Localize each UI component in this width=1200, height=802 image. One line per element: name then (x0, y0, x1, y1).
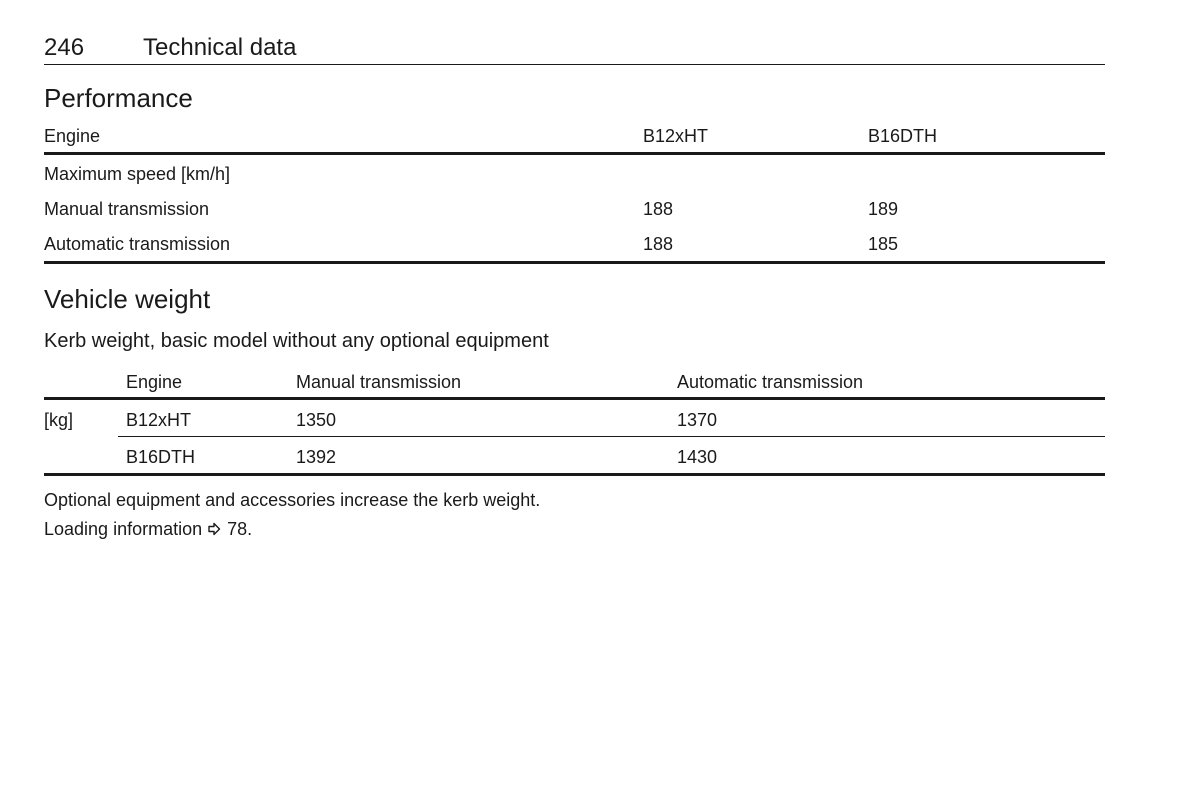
row-label: Automatic transmission (44, 234, 231, 254)
row-value-automatic: 1430 (677, 447, 718, 467)
weight-bottom-rule (44, 473, 1105, 476)
row-value-automatic: 1370 (677, 410, 718, 430)
page-number: 246 (44, 34, 85, 61)
page-header (44, 34, 1105, 65)
performance-group-label: Maximum speed [km/h] (44, 164, 231, 184)
note-loading-information (44, 518, 252, 540)
kerb-weight-subheading: Kerb weight, basic model without any optional equipment (44, 330, 549, 352)
performance-heading: Performance (44, 83, 193, 113)
weight-header-rule (44, 397, 1105, 400)
performance-col-b16dth: B16DTH (868, 126, 938, 146)
row-value-b16dth: 185 (868, 234, 899, 254)
weight-col-automatic: Automatic transmission (677, 372, 864, 392)
page-reference-arrow-icon (207, 522, 221, 536)
note-optional-equipment: Optional equipment and accessories increase the kerb weight. (44, 490, 541, 510)
row-value-b12xht: 188 (643, 234, 674, 254)
row-engine: B12xHT (126, 410, 192, 430)
performance-bottom-rule (44, 261, 1105, 264)
loading-information-page-link[interactable]: 78. (227, 519, 253, 539)
row-value-b16dth: 189 (868, 199, 899, 219)
row-label: Manual transmission (44, 199, 210, 219)
weight-row-divider (118, 436, 1105, 437)
section-title: Technical data (143, 34, 297, 61)
loading-information-text: Loading information (44, 519, 203, 539)
weight-unit-label: [kg] (44, 410, 74, 430)
performance-col-engine: Engine (44, 126, 101, 146)
vehicle-weight-heading: Vehicle weight (44, 284, 211, 314)
weight-col-manual: Manual transmission (296, 372, 462, 392)
row-value-b12xht: 188 (643, 199, 674, 219)
row-value-manual: 1350 (296, 410, 337, 430)
weight-col-engine: Engine (126, 372, 183, 392)
row-engine: B16DTH (126, 447, 196, 467)
performance-col-b12xht: B12xHT (643, 126, 709, 146)
row-value-manual: 1392 (296, 447, 337, 467)
performance-header-rule (44, 152, 1105, 155)
